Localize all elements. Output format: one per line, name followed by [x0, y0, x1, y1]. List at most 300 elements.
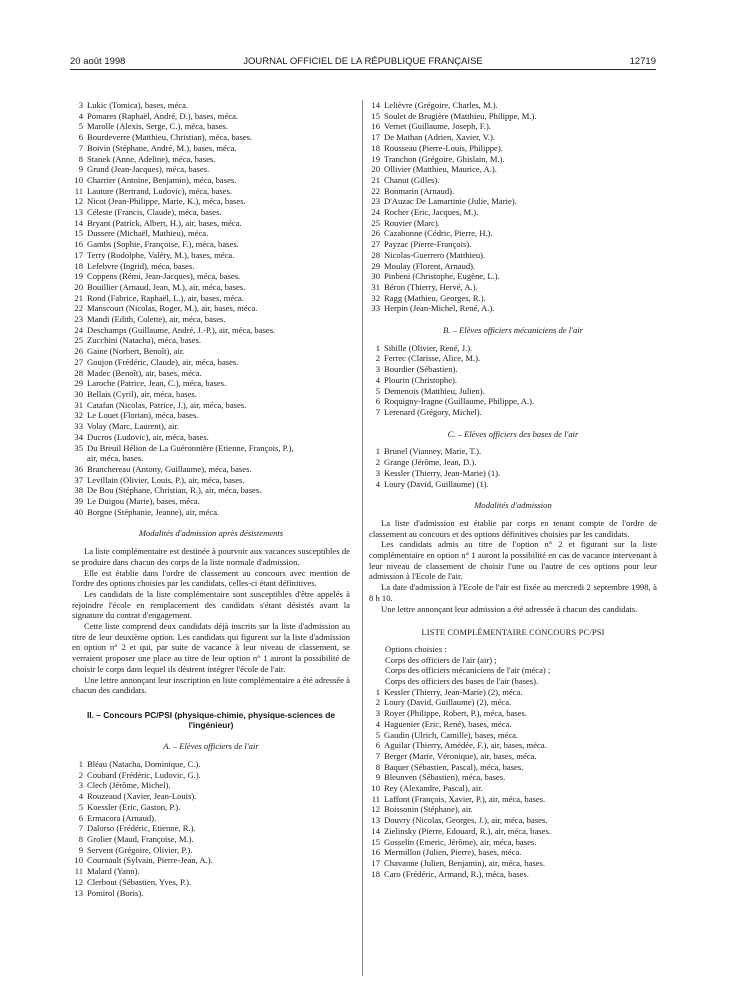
list-item: [369, 762, 657, 773]
list-item-number: 31: [371, 281, 380, 292]
list-item-number: 18: [371, 142, 380, 153]
list-item: [72, 813, 350, 824]
list-item: [369, 708, 657, 719]
list-item: [369, 858, 657, 869]
list-item-text: Rond (Fabrice, Raphaël, L.), air, bases, méca.: [87, 292, 244, 303]
list-item-number: 7: [375, 750, 380, 761]
list-item-text: Mandi (Edith, Colette), air, méca, bases.: [87, 314, 226, 325]
list-item-text: Cournault (Sylvain, Pierre-Jean, A.).: [87, 855, 213, 866]
list-item-number: 12: [74, 876, 83, 887]
list-item-text: Laroche (Patrice, Jean, C.), méca, bases.: [87, 378, 227, 389]
list-item-text: Stanek (Anne, Adeline), méca, bases.: [87, 153, 216, 164]
list-item-text: Catafan (Nicolas, Patrice, J.), air, méca, bases.: [87, 399, 247, 410]
list-item: [369, 353, 657, 364]
list-item: [369, 186, 657, 197]
list-item-number: 40: [74, 506, 83, 517]
list-item: [369, 261, 657, 272]
list-item-text: Bellais (Cyril), air, méca, bases.: [87, 388, 197, 399]
list-item-text: Charrier (Antoine, Benjamin), méca, bases.: [87, 174, 237, 185]
list-item: [72, 453, 350, 464]
list-item-text: Caro (Frédéric, Armand, R.), méca, bases.: [384, 868, 529, 879]
list-item-text: Rocher (Eric, Jacques, M.).: [384, 207, 479, 218]
list-item-number: 4: [78, 110, 83, 121]
list-item-number: 5: [375, 385, 380, 396]
list-item-text: Dussere (Michaël, Mathieu), méca.: [87, 228, 209, 239]
list-item-text: Clerbout (Sébastien, Yves, P.).: [87, 876, 192, 887]
list-item-text: Nicot (Jean-Philippe, Marie, K.), méca, bases.: [87, 196, 246, 207]
list-item-text: Vernet (Guillaume, Joseph, F.).: [384, 121, 491, 132]
list-item-text: De Mathan (Adrien, Xavier, V.).: [384, 132, 496, 143]
list-item-number: 2: [78, 769, 83, 780]
liste-complementaire-title: LISTE COMPLÉMENTAIRE CONCOURS PC/PSI: [421, 628, 605, 638]
list-item: [72, 845, 350, 856]
list-item: [72, 485, 350, 496]
list-item: [72, 143, 350, 154]
list-item-text: Bonmarin (Arnaud).: [384, 185, 455, 196]
list-item-number: 3: [78, 780, 83, 791]
list-item-number: 22: [74, 303, 83, 314]
list-item: [369, 794, 657, 805]
list-item-text: Pomares (Raphaël, André, D.), bases, méca.: [87, 110, 239, 121]
list-item-number: 1: [375, 446, 380, 457]
list-item-number: 16: [371, 121, 380, 132]
list-item-number: 12: [74, 196, 83, 207]
candidate-list-continued: [72, 100, 350, 517]
list-item-number: 33: [371, 303, 380, 314]
list-item-text: Le Duigou (Marie), bases, méca.: [87, 496, 200, 507]
list-item: [72, 314, 350, 325]
concours-pc-psi-title: II. – Concours PC/PSI (physique-chimie, physique-sciences de l'ingénieur): [86, 709, 336, 731]
list-item-text: Zielinsky (Pierre, Edouard, R.), air, méca, bases.: [384, 825, 551, 836]
list-item-text: Bryant (Patrick, Albert, H.), air, bases, méca.: [87, 217, 242, 228]
list-officiers-air-continued: [369, 100, 657, 314]
section-heading-a: A. – Elèves officiers de l'air: [163, 741, 259, 752]
section-heading-modalites-admission: Modalités d'admission: [474, 500, 552, 511]
paragraph: La date d'admission à l'Ecole de l'air est fixée au mercredi 2 septembre 1998, à 8 h 10.: [369, 582, 657, 603]
list-item: [369, 479, 657, 490]
list-item-text: Béron (Thierry, Hervé, A.).: [384, 281, 478, 292]
list-item-text: Demenois (Matthieu, Julien).: [384, 385, 485, 396]
list-item: [72, 271, 350, 282]
list-item-number: 5: [78, 801, 83, 812]
list-item-number: 13: [74, 887, 83, 898]
list-item-text: Gaudin (Ulrich, Camille), bases, méca.: [384, 729, 519, 740]
list-item: [72, 357, 350, 368]
list-item: [72, 496, 350, 507]
list-item-text: Coubard (Frédéric, Ludovic, G.).: [87, 769, 201, 780]
modalites-paragraphs: [72, 546, 350, 696]
list-item-number: 3: [375, 708, 380, 719]
list-item: [369, 132, 657, 143]
list-item: [369, 239, 657, 250]
options-label: Options choisies :: [385, 643, 447, 654]
list-item-number: 16: [371, 847, 380, 858]
list-item-text: Branchereau (Antony, Guillaume), méca, bases.: [87, 463, 252, 474]
list-item: [72, 802, 350, 813]
list-item: [369, 293, 657, 304]
list-item: [369, 207, 657, 218]
list-item-number: 21: [74, 292, 83, 303]
list-item: [369, 730, 657, 741]
list-item: [369, 783, 657, 794]
list-item-number: 2: [375, 457, 380, 468]
list-item: [369, 143, 657, 154]
list-item-number: 3: [375, 467, 380, 478]
list-item: [72, 346, 350, 357]
list-item: [369, 375, 657, 386]
list-item: [369, 687, 657, 698]
list-item-text: Nicolas-Guerrero (Matthieu).: [384, 249, 486, 260]
list-item: [72, 866, 350, 877]
list-item-text: Rouzeaud (Xavier, Jean-Louis).: [87, 791, 197, 802]
list-item: [72, 186, 350, 197]
list-item-text: Brunel (Vianney, Marie, T.).: [384, 446, 482, 457]
list-item-text: air, méca, bases.: [87, 453, 144, 464]
paragraph: Elle est établie dans l'ordre de classement au concours avec mention de l'ordre des options choisies par les candidats, celles-ci étant définitives.: [72, 567, 350, 589]
list-item: [72, 877, 350, 888]
list-item: [72, 368, 350, 379]
list-item-number: 15: [371, 836, 380, 847]
list-item-text: Haguenier (Eric, René), bases, méca.: [384, 718, 512, 729]
list-item: [72, 164, 350, 175]
list-item: [72, 400, 350, 411]
list-item-text: Goujon (Frédéric, Claude), air, méca, bases.: [87, 356, 239, 367]
list-item: [369, 468, 657, 479]
list-item-number: 6: [375, 740, 380, 751]
list-item: [369, 740, 657, 751]
list-item-number: 10: [74, 855, 83, 866]
list-item-number: 19: [74, 271, 83, 282]
list-item-text: Manscourt (Nicolas, Roger, M.), air, bases, méca.: [87, 303, 258, 314]
list-item-number: 3: [78, 100, 83, 110]
list-item: [72, 335, 350, 346]
list-complementaire: [369, 687, 657, 880]
list-item-text: Malard (Yann).: [87, 866, 140, 877]
list-item-number: 20: [74, 281, 83, 292]
list-item-number: 24: [371, 207, 380, 218]
list-item-text: Pinbeni (Christophe, Eugène, L.).: [384, 271, 500, 282]
list-item-number: 8: [78, 834, 83, 844]
list-item-text: Laffont (François, Xavier, P.), air, méca, bases.: [384, 793, 546, 804]
list-item: [72, 770, 350, 781]
list-item: [369, 271, 657, 282]
list-item-text: Herpin (Jean-Michel, René, A.).: [384, 303, 495, 314]
list-item: [72, 196, 350, 207]
list-item: [369, 719, 657, 730]
list-item-text: Plourin (Christophe).: [384, 374, 458, 385]
list-item-text: Gosselin (Emeric, Jérôme), air, méca, bases.: [384, 836, 537, 847]
list-item: [72, 293, 350, 304]
list-item-text: Lauture (Bertrand, Ludovic), méca, bases.: [87, 185, 233, 196]
list-item: [369, 457, 657, 468]
list-item-text: Lerenard (Grégory, Michel).: [384, 406, 482, 417]
list-item-number: 17: [74, 249, 83, 260]
list-item-number: 15: [74, 228, 83, 239]
list-item: [369, 250, 657, 261]
list-item-number: 5: [78, 121, 83, 132]
list-item: [369, 396, 657, 407]
list-item-text: Gaine (Norbert, Benoît), air.: [87, 346, 185, 357]
list-item: [369, 364, 657, 375]
header-date: 20 août 1998: [70, 56, 126, 67]
list-item-number: 39: [74, 496, 83, 507]
list-item-number: 9: [375, 772, 380, 783]
list-item-text: Terry (Rodolphe, Valéry, M.), bases, méca.: [87, 249, 235, 260]
paragraph: La liste complémentaire est destinée à pourvoir aux vacances susceptibles de se produire dans chacun des corps de la liste normale d'admission.: [72, 546, 350, 567]
list-item-text: Berger (Marie, Véronique), air, bases, méca.: [384, 750, 537, 761]
list-item: [72, 823, 350, 834]
header-page-number: 12719: [629, 56, 656, 67]
list-item: [369, 847, 657, 858]
list-item: [72, 207, 350, 218]
list-item: [72, 378, 350, 389]
list-item-text: Tranchon (Grégoire, Ghislain, M.).: [384, 153, 505, 164]
list-item-number: 11: [74, 866, 83, 877]
list-item-number: 19: [371, 153, 380, 164]
list-item-text: Du Breuil Hélion de La Guéronnière (Etienne, François, P.),: [87, 442, 294, 453]
list-item-text: Bléau (Natacha, Dominique, C.).: [87, 759, 201, 770]
list-item: [72, 228, 350, 239]
list-item: [72, 475, 350, 486]
list-item: [72, 443, 350, 454]
list-item: [72, 100, 350, 111]
list-item-text: Ducros (Ludovic), air, méca, bases.: [87, 431, 209, 442]
list-item-text: Roquigny-Iragne (Guillaume, Philippe, A.).: [384, 396, 535, 407]
list-item-number: 34: [74, 431, 83, 442]
paragraph: Les candidats admis au titre de l'option n° 2 et figurant sur la liste complémentaire en option n° 1 auront la possibilité en cas de vacance intervenant à leur niveau de classement de choisir l'une ou l'autre de ces options pour leur admission à l'Ecole de l'air.: [369, 539, 657, 582]
list-item: [72, 250, 350, 261]
list-item-text: Rousseau (Pierre-Louis, Philippe).: [384, 142, 503, 153]
list-item-text: Sibille (Olivier, René, J.).: [384, 342, 473, 353]
list-item: [72, 791, 350, 802]
paragraph: Les candidats de la liste complémentaire sont susceptibles d'être appelés à rejoindre l'école en remplacement des candidats s'étant désistés avant la signature du contrat d'engagement.: [72, 588, 350, 621]
list-item-text: Loury (David, Guillaume) (2), méca.: [384, 697, 512, 708]
list-item: [369, 121, 657, 132]
list-item-text: Servent (Grégoire, Olivier, P.).: [87, 844, 193, 855]
list-item: [72, 432, 350, 443]
list-item-number: 5: [375, 729, 380, 740]
list-item: [369, 804, 657, 815]
list-item-text: Soulet de Brugière (Matthieu, Philippe, M.).: [384, 110, 537, 121]
list-item-text: Chanut (Gilles).: [384, 174, 440, 185]
list-item: [369, 100, 657, 111]
list-item-number: 14: [371, 100, 380, 110]
list-item-text: Pomirol (Boris).: [87, 887, 144, 898]
list-item-text: Loury (David, Guillaume) (1).: [384, 478, 489, 489]
paragraph: Cette liste comprend deux candidats déjà inscrits sur la liste d'admission au titre de leur deuxième option. Les candidats qui figurent sur la liste d'admission en option n° 2 et qui, par suite de vacance à leur niveau de classement, se verraient proposer une place au titre de leur option n° 1 auront la possibilité de choisir le corps dans lequel ils désirent intégrer l'école de l'air.: [72, 621, 350, 674]
options-list: [369, 655, 657, 687]
list-item: [369, 386, 657, 397]
list-item-text: Kessler (Thierry, Jean-Marie) (1).: [384, 467, 501, 478]
list-item-number: 20: [371, 164, 380, 175]
list-item: [369, 772, 657, 783]
list-item-number: 26: [371, 228, 380, 239]
right-column: [369, 100, 657, 879]
list-item-number: 11: [74, 185, 83, 196]
list-item-text: Ollivier (Matthieu, Maurice, A.).: [384, 164, 497, 175]
list-item-text: Boissonin (Stéphane), air.: [384, 804, 473, 815]
list-item-number: 16: [74, 239, 83, 250]
list-item-number: 4: [375, 478, 380, 489]
list-item-text: Madec (Benoît), air, bases, méca.: [87, 367, 202, 378]
list-item: [72, 261, 350, 272]
list-item: [369, 218, 657, 229]
list-item: [369, 164, 657, 175]
list-item: [72, 218, 350, 229]
section-heading-modalites-desistements: Modalités d'admission après désistements: [138, 528, 284, 539]
list-item: [72, 888, 350, 899]
list-item-number: 23: [371, 196, 380, 207]
list-item-number: 15: [371, 110, 380, 121]
list-item-text: Kessler (Thierry, Jean-Marie) (2), méca.: [384, 686, 523, 697]
paragraph: Une lettre annonçant leur inscription en liste complémentaire a été adressée à chacun des candidats.: [72, 674, 350, 696]
list-item-number: 6: [78, 132, 83, 143]
list-item-text: Marolle (Alexis, Serge, C.), méca, bases.: [87, 121, 228, 132]
list-item-text: Douvry (Nicolas, Georges, J.), air, méca, bases.: [384, 815, 548, 826]
list-item: [72, 239, 350, 250]
list-item-number: 1: [78, 759, 83, 770]
list-item-text: Bleunven (Sébastien), méca, bases.: [384, 772, 506, 783]
option-item: Corps des officiers de l'air (air) ;: [385, 654, 497, 665]
list-item-number: 25: [371, 217, 380, 228]
list-item-text: Levillain (Olivier, Louis, P.), air, méca, bases.: [87, 474, 245, 485]
list-item-number: 9: [78, 844, 83, 855]
list-item-text: Ragg (Mathieu, Georges, R.).: [384, 292, 486, 303]
list-item-number: 14: [74, 217, 83, 228]
list-item: [72, 507, 350, 518]
option-item: Corps des officiers des bases de l'air (bases).: [385, 676, 539, 687]
list-item-number: 30: [74, 388, 83, 399]
list-item-text: De Bou (Stéphane, Christian, R.), air, méca, bases.: [87, 485, 262, 496]
list-item-number: 8: [78, 153, 83, 164]
list-item-number: 1: [375, 686, 380, 697]
list-item: [72, 410, 350, 421]
list-item: [72, 464, 350, 475]
list-item-number: 4: [375, 718, 380, 729]
list-item-text: Ermacora (Arnaud).: [87, 812, 157, 823]
list-item-text: Deschamps (Guillaume, André, J.-P.), air, méca, bases.: [87, 324, 276, 335]
list-item: [72, 834, 350, 845]
list-item: [369, 837, 657, 848]
list-item-number: 10: [371, 783, 380, 794]
header-rule: [70, 69, 656, 70]
list-item: [369, 826, 657, 837]
list-item-text: Lefebvre (Ingrid), méca, bases.: [87, 260, 195, 271]
list-item: [369, 154, 657, 165]
list-item-number: 7: [78, 142, 83, 153]
list-item-number: 1: [375, 342, 380, 353]
list-officiers-mecaniciens: [369, 343, 657, 418]
list-item-text: Lelièvre (Grégoire, Charles, M.).: [384, 100, 498, 110]
list-item-number: 22: [371, 185, 380, 196]
list-item-text: Boivin (Stéphane, André, M.), bases, méca.: [87, 142, 237, 153]
list-item-number: 24: [74, 324, 83, 335]
list-item: [72, 855, 350, 866]
list-item-text: Aguilar (Thierry, Amédée, F.), air, bases, méca.: [384, 740, 547, 751]
list-item-text: Céleste (Francis, Claude), méca, bases.: [87, 207, 222, 218]
list-item-number: 14: [371, 825, 380, 836]
list-item-text: Rouvier (Marc).: [384, 217, 440, 228]
list-item-text: Grange (Jérôme, Jean, D.).: [384, 457, 477, 468]
list-item: [72, 111, 350, 122]
list-item-number: 2: [375, 353, 380, 364]
list-item-number: 13: [371, 815, 380, 826]
list-item-number: 37: [74, 474, 83, 485]
list-item: [369, 751, 657, 762]
list-item: [369, 228, 657, 239]
list-item-text: Bourdier (Sébastien).: [384, 364, 458, 375]
list-item-number: 18: [74, 260, 83, 271]
list-item-number: 32: [371, 292, 380, 303]
option-item: Corps des officiers mécaniciens de l'air (méca) ;: [385, 665, 551, 676]
list-item-text: Volay (Marc, Laurent), air.: [87, 421, 179, 432]
list-item-text: Baquer (Sébastien, Pascal), méca, bases.: [384, 761, 524, 772]
list-item-text: Bourdeverre (Matthieu, Christian), méca, bases.: [87, 132, 253, 143]
list-officiers-air: [72, 759, 350, 898]
list-item-number: 23: [74, 314, 83, 325]
column-divider: [362, 100, 363, 976]
list-item-number: 3: [375, 364, 380, 375]
list-item-number: 4: [78, 791, 83, 802]
list-item-number: 8: [375, 761, 380, 772]
list-item-number: 4: [375, 374, 380, 385]
list-item-text: Gambs (Sophie, Françoise, F.), méca, bases.: [87, 239, 239, 250]
list-item-text: Chavanne (Julien, Benjamin), air, méca, bases.: [384, 858, 545, 868]
list-item-text: Moulay (Florent, Arnaud).: [384, 260, 476, 271]
list-item-number: 7: [78, 823, 83, 834]
list-item-number: 32: [74, 410, 83, 421]
list-item-number: 30: [371, 271, 380, 282]
left-column: [72, 100, 350, 898]
admission-paragraphs: [369, 518, 657, 614]
list-item-text: Borgne (Stéphanie, Jeanne), air, méca.: [87, 506, 220, 517]
section-heading-c: C. – Elèves officiers des bases de l'air: [447, 428, 579, 439]
list-item: [369, 343, 657, 354]
list-item-text: Ferrec (Clarisse, Alice, M.).: [384, 353, 481, 364]
list-item: [369, 446, 657, 457]
list-item: [72, 303, 350, 314]
list-item-text: Clech (Jérôme, Michel).: [87, 780, 171, 791]
list-item: [72, 175, 350, 186]
list-item: [369, 407, 657, 418]
list-item: [369, 282, 657, 293]
list-item-text: Cazabonne (Cédric, Pierre, H.).: [384, 228, 493, 239]
list-item-number: 29: [74, 378, 83, 389]
list-item-number: 35: [74, 442, 83, 453]
list-item-number: 33: [74, 421, 83, 432]
list-item-number: 17: [371, 858, 380, 868]
list-item-number: 10: [74, 174, 83, 185]
list-item: [369, 303, 657, 314]
list-item-text: Zucchini (Natacha), méca, bases.: [87, 335, 202, 346]
list-item-text: Payzac (Pierre-François).: [384, 239, 472, 250]
list-item: [72, 759, 350, 770]
list-item-text: Bouillier (Arnaud, Jean, M.), air, méca, bases.: [87, 281, 246, 292]
list-item-number: 36: [74, 463, 83, 474]
list-item-number: 12: [371, 804, 380, 815]
list-item: [72, 389, 350, 400]
list-item-number: 2: [375, 697, 380, 708]
list-item: [369, 196, 657, 207]
list-item-number: 31: [74, 399, 83, 410]
list-item-number: 21: [371, 174, 380, 185]
list-item-text: Le Louet (Florian), méca, bases.: [87, 410, 199, 421]
list-item-number: 17: [371, 132, 380, 143]
paragraph: La liste d'admission est établie par corps en tenant compte de l'ordre de classement au concours et des options définitives choisies par les candidats.: [369, 517, 657, 539]
section-heading-b: B. – Elèves officiers mécaniciens de l'air: [442, 325, 583, 336]
list-item-number: 38: [74, 485, 83, 496]
list-item-number: 9: [78, 164, 83, 175]
